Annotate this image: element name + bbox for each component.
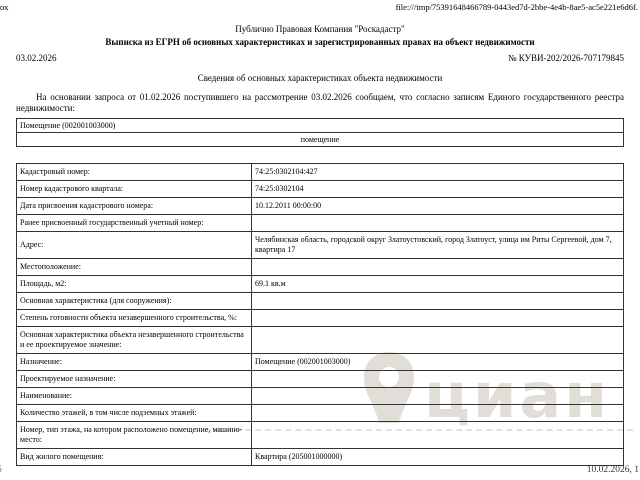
row-value <box>252 215 624 232</box>
document-date: 03.02.2026 <box>16 53 57 63</box>
row-value: Помещение (002001003000) <box>252 354 624 371</box>
document-title: Выписка из ЕГРН об основных характеристиках и зарегистрированных правах на объект недвижимости <box>105 37 535 47</box>
row-value <box>252 327 624 354</box>
row-label: Кадастровый номер: <box>17 164 252 181</box>
row-value: Челябинская область, городской округ Златоустовский, город Златоуст, улица им Риты Сергеевой, дом 7, квартира 17 <box>252 232 624 259</box>
intro-paragraph: На основании запроса от 01.02.2026 поступившего на рассмотрение 03.02.2026 сообщаем, что согласно записям Единого государственного реестра недвижимости: <box>16 92 624 113</box>
row-value: 69.1 кв.м <box>252 276 624 293</box>
table-row <box>17 405 624 422</box>
row-value <box>252 388 624 405</box>
table-row <box>17 215 624 232</box>
row-value <box>252 293 624 310</box>
row-label: Основная характеристика объекта незавершенного строительства и ее проектируемое значение: <box>17 327 252 354</box>
object-type-box: Помещение (002001003000) <box>16 118 624 133</box>
row-label: Номер кадастрового квартала: <box>17 181 252 198</box>
characteristics-table <box>16 163 624 466</box>
egrn-document <box>16 24 624 466</box>
print-footer-date: 10.02.2026, 1 <box>586 465 639 475</box>
print-header-title-fragment: ox <box>0 2 9 12</box>
row-value: 74:25:0302104 <box>252 181 624 198</box>
table-row <box>17 164 624 181</box>
row-label: Адрес: <box>17 232 252 259</box>
table-row <box>17 310 624 327</box>
characteristics-table-body <box>17 164 624 466</box>
table-row <box>17 422 624 449</box>
table-row <box>17 293 624 310</box>
table-row <box>17 354 624 371</box>
row-label: Вид жилого помещения: <box>17 449 252 466</box>
table-row <box>17 232 624 259</box>
table-row <box>17 276 624 293</box>
table-row <box>17 449 624 466</box>
row-value: 10.12.2011 00:00:00 <box>252 198 624 215</box>
row-value <box>252 310 624 327</box>
row-value <box>252 371 624 388</box>
table-row <box>17 259 624 276</box>
row-label: Местоположение: <box>17 259 252 276</box>
row-value <box>252 405 624 422</box>
row-value <box>252 422 624 449</box>
print-footer-page-number <box>0 465 2 475</box>
row-label: Номер, тип этажа, на котором расположено помещение, машино-место: <box>17 422 252 449</box>
row-value: 74:25:0302104:427 <box>252 164 624 181</box>
object-kind-box: помещение <box>16 133 624 147</box>
table-row <box>17 388 624 405</box>
print-header-url: file:///tmp/75391648466789-0443ed7d-2bbe-4e4b-8ae5-ac5e221e6d6f. <box>395 2 638 12</box>
section-title: Сведения об основных характеристиках объекта недвижимости <box>197 73 443 83</box>
row-label: Проектируемое назначение: <box>17 371 252 388</box>
document-meta-line <box>16 53 624 63</box>
row-value <box>252 259 624 276</box>
row-label: Основная характеристика (для сооружения): <box>17 293 252 310</box>
row-label: Дата присвоения кадастрового номера: <box>17 198 252 215</box>
row-label: Площадь, м2: <box>17 276 252 293</box>
organization-name: Публично Правовая Компания "Роскадастр" <box>235 24 405 34</box>
table-row <box>17 198 624 215</box>
table-row <box>17 327 624 354</box>
cian-watermark-text: циан <box>424 359 611 432</box>
document-number: № КУВИ-202/2026-707179845 <box>507 53 624 63</box>
row-label: Степень готовности объекта незавершенного строительства, %: <box>17 310 252 327</box>
row-label: Наименование: <box>17 388 252 405</box>
table-row <box>17 181 624 198</box>
row-label: Назначение: <box>17 354 252 371</box>
row-label: Ранее присвоенный государственный учетный номер: <box>17 215 252 232</box>
row-label: Количество этажей, в том числе подземных этажей: <box>17 405 252 422</box>
table-row <box>17 371 624 388</box>
row-value: Квартира (205001000000) <box>252 449 624 466</box>
